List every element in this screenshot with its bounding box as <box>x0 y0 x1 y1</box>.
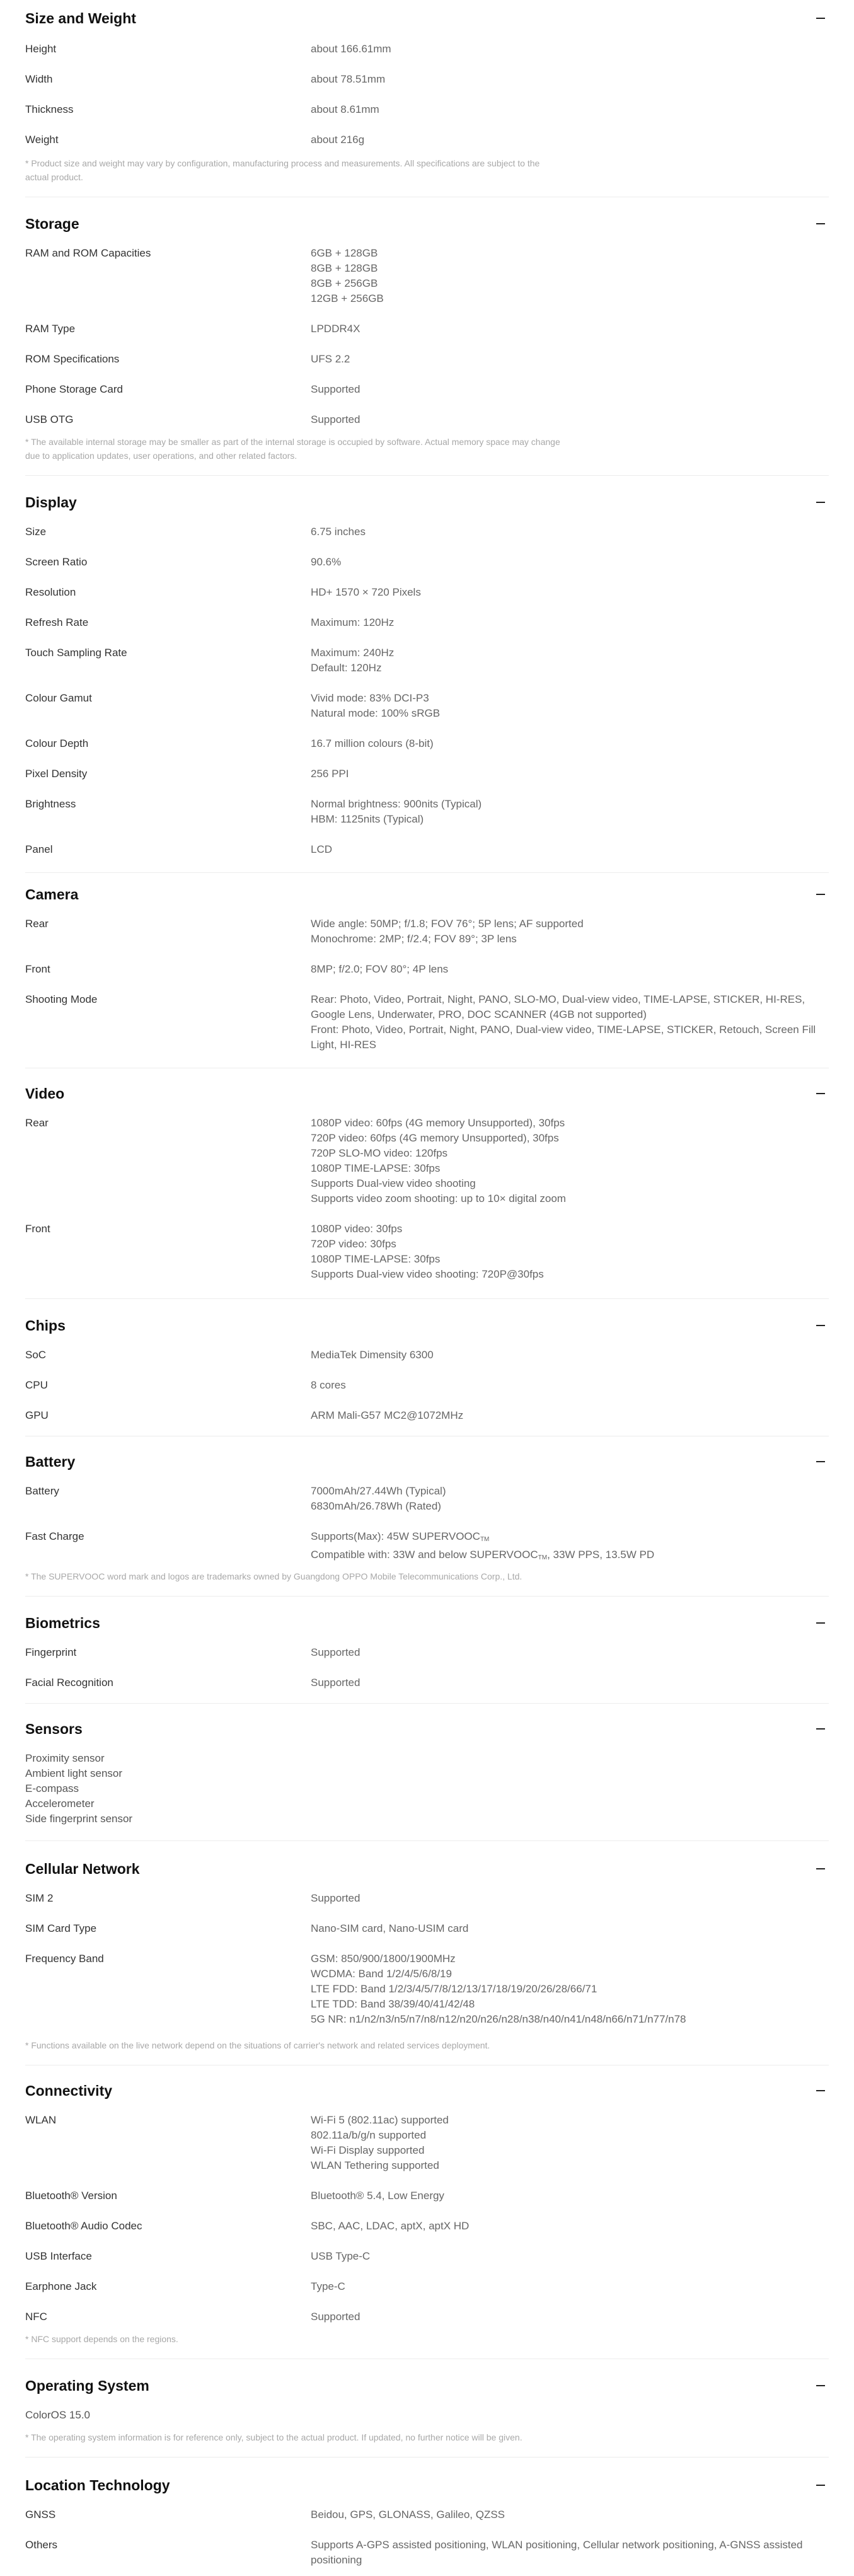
spec-label: USB OTG <box>25 413 74 425</box>
spec-value: MediaTek Dimensity 6300 <box>311 1349 434 1361</box>
spec-label: USB Interface <box>25 2250 92 2262</box>
spec-value: Type-C <box>311 2280 345 2292</box>
divider <box>25 1840 829 1841</box>
spec-label: RAM Type <box>25 323 76 335</box>
spec-value: 8MP; f/2.0; FOV 80°; 4P lens <box>311 963 449 975</box>
spec-label: Resolution <box>25 586 76 598</box>
list-item: Side fingerprint sensor <box>25 1813 133 1825</box>
spec-value: UFS 2.2 <box>311 353 350 365</box>
spec-label: Earphone Jack <box>25 2280 97 2292</box>
spec-value: Bluetooth® 5.4, Low Energy <box>311 2190 444 2202</box>
collapse-icon[interactable] <box>812 1721 829 1737</box>
footnote: * Product size and weight may vary by configuration, manufacturing process and measurements. All specifications are subject to the actual product. <box>25 158 540 182</box>
spec-label: Refresh Rate <box>25 616 89 628</box>
spec-value: SBC, AAC, LDAC, aptX, aptX HD <box>311 2220 470 2232</box>
list-item: E-compass <box>25 1782 79 1794</box>
list-item: Accelerometer <box>25 1798 95 1810</box>
spec-label: Size <box>25 526 47 538</box>
collapse-icon[interactable] <box>812 2082 829 2099</box>
spec-label: Panel <box>25 843 53 855</box>
spec-label: Battery <box>25 1485 59 1497</box>
spec-label: CPU <box>25 1379 48 1391</box>
spec-label: Shooting Mode <box>25 993 98 1005</box>
spec-label: Bluetooth® Version <box>25 2190 117 2202</box>
collapse-icon[interactable] <box>812 1615 829 1631</box>
section-title: Storage <box>25 216 79 232</box>
spec-label: Thickness <box>25 103 74 115</box>
spec-label: Colour Gamut <box>25 692 92 704</box>
spec-value: Supported <box>311 383 361 395</box>
divider <box>25 872 829 873</box>
section-title: Operating System <box>25 2377 149 2394</box>
spec-value: GSM: 850/900/1800/1900MHz WCDMA: Band 1/2/4/5/6/8/19 LTE FDD: Band 1/2/3/4/5/7/8/12/13/17/18/19/20/26/28/66/71 LTE TDD: Band 38/39/40/41/42/48 5G NR: n1/n2/n3/n5/n7/n8/n12/n20/n26/n28/n38/n40/n41/n48/n66/n71/n77/n78 <box>311 1953 686 2025</box>
footnote: * NFC support depends on the regions. <box>25 2334 178 2344</box>
spec-value: Normal brightness: 900nits (Typical) HBM: 1125nits (Typical) <box>311 798 482 825</box>
footnote: * The SUPERVOOC word mark and logos are trademarks owned by Guangdong OPPO Mobile Telecommunications Corp., Ltd. <box>25 1571 522 1581</box>
section-title: Size and Weight <box>25 10 136 26</box>
spec-label: SoC <box>25 1349 47 1361</box>
spec-label: Width <box>25 73 53 85</box>
section-title: Video <box>25 1085 65 1102</box>
spec-value: Nano-SIM card, Nano-USIM card <box>311 1922 469 1934</box>
spec-label: Height <box>25 43 57 55</box>
spec-value: 6.75 inches <box>311 526 366 538</box>
spec-value: about 216g <box>311 134 365 146</box>
spec-value: 6GB + 128GB 8GB + 128GB 8GB + 256GB 12GB + 256GB <box>311 247 384 304</box>
spec-value: 90.6% <box>311 556 342 568</box>
section-title: Location Technology <box>25 2477 170 2493</box>
spec-value: 7000mAh/27.44Wh (Typical) 6830mAh/26.78Wh (Rated) <box>311 1485 446 1512</box>
section-title: Cellular Network <box>25 1861 140 1877</box>
spec-value: Supported <box>311 1677 361 1689</box>
divider <box>25 1298 829 1299</box>
spec-value: 16.7 million colours (8-bit) <box>311 737 434 749</box>
spec-value: LCD <box>311 843 333 855</box>
spec-value: 8 cores <box>311 1379 346 1391</box>
spec-label: NFC <box>25 2311 47 2323</box>
spec-label: GPU <box>25 1409 49 1421</box>
collapse-icon[interactable] <box>812 1861 829 1877</box>
sensor-list <box>25 1751 132 1827</box>
section-title: Camera <box>25 886 79 903</box>
spec-value: Supported <box>311 1646 361 1658</box>
spec-value: Vivid mode: 83% DCI-P3 Natural mode: 100% sRGB <box>311 692 441 719</box>
spec-value: Supported <box>311 2311 361 2323</box>
divider <box>25 2457 829 2458</box>
collapse-icon[interactable] <box>812 2377 829 2394</box>
spec-value: 1080P video: 30fps 720P video: 30fps 1080P TIME-LAPSE: 30fps Supports Dual-view video shooting: 720P@30fps <box>311 1223 544 1280</box>
spec-value: Supports(Max): 45W $SUPERVOOC_{TM}$ Compatible with: 33W and below $SUPERVOOC_{TM}$, 33W PPS, 13.5W PD <box>311 1530 655 1561</box>
spec-label: Rear <box>25 918 49 930</box>
spec-label: Screen Ratio <box>25 556 88 568</box>
spec-label: Colour Depth <box>25 737 89 749</box>
spec-value: about 8.61mm <box>311 103 379 115</box>
collapse-icon[interactable] <box>812 2477 829 2493</box>
spec-label: Rear <box>25 1117 49 1129</box>
spec-label: Pixel Density <box>25 768 88 780</box>
spec-value: ARM Mali-G57 MC2@1072MHz <box>311 1409 464 1421</box>
divider <box>25 475 829 476</box>
spec-value: 1080P video: 60fps (4G memory Unsupported), 30fps 720P video: 60fps (4G memory Unsupported), 30fps 720P SLO-MO video: 120fps 1080P TIME-LAPSE: 30fps Supports Dual-view video shooting Supports video zoom shooting: up to 10× digital zoom <box>311 1117 566 1204</box>
spec-value: LPDDR4X <box>311 323 361 335</box>
spec-label: Front <box>25 963 50 975</box>
spec-value: USB Type-C <box>311 2250 371 2262</box>
collapse-icon[interactable] <box>812 216 829 232</box>
section-title: Display <box>25 494 77 511</box>
spec-label: GNSS <box>25 2509 56 2521</box>
spec-label: Brightness <box>25 798 76 810</box>
spec-value: Supports A-GPS assisted positioning, WLAN positioning, Cellular network positioning, A-GNSS assisted positioning <box>311 2539 803 2566</box>
spec-value: Maximum: 120Hz <box>311 616 395 628</box>
divider <box>25 1703 829 1704</box>
spec-label: Weight <box>25 134 59 146</box>
spec-value: about 78.51mm <box>311 73 386 85</box>
spec-label: Frequency Band <box>25 1953 104 1965</box>
spec-value: about 166.61mm <box>311 43 391 55</box>
spec-value: Maximum: 240Hz Default: 120Hz <box>311 647 395 674</box>
section-title: Connectivity <box>25 2082 113 2099</box>
section-title: Battery <box>25 1453 76 1470</box>
list-item: Ambient light sensor <box>25 1767 123 1779</box>
spec-value: HD+ 1570 × 720 Pixels <box>311 586 421 598</box>
section-title: Chips <box>25 1317 66 1334</box>
spec-label: SIM 2 <box>25 1892 54 1904</box>
spec-value: 256 PPI <box>311 768 349 780</box>
spec-value: Supported <box>311 1892 361 1904</box>
spec-label: Bluetooth® Audio Codec <box>25 2220 142 2232</box>
section-title: Sensors <box>25 1721 83 1737</box>
spec-value: Beidou, GPS, GLONASS, Galileo, QZSS <box>311 2509 505 2521</box>
footnote: * Functions available on the live network depend on the situations of carrier's network and related services deployment. <box>25 2040 490 2050</box>
collapse-icon[interactable] <box>812 1085 829 1102</box>
section-title: Biometrics <box>25 1615 100 1631</box>
divider <box>25 1596 829 1597</box>
collapse-icon[interactable] <box>812 10 829 26</box>
collapse-icon[interactable] <box>812 1317 829 1334</box>
collapse-icon[interactable] <box>812 1453 829 1470</box>
spec-value: Supported <box>311 413 361 425</box>
collapse-icon[interactable] <box>812 494 829 511</box>
spec-label: Facial Recognition <box>25 1677 113 1689</box>
spec-label: WLAN <box>25 2114 57 2126</box>
footnote: * The operating system information is for reference only, subject to the actual product. If updated, no further notice will be given. <box>25 2432 522 2442</box>
collapse-icon[interactable] <box>812 886 829 903</box>
spec-label: Touch Sampling Rate <box>25 647 127 659</box>
spec-label: ROM Specifications <box>25 353 120 365</box>
spec-label: SIM Card Type <box>25 1922 97 1934</box>
spec-label: Fast Charge <box>25 1530 84 1542</box>
spec-label: Fingerprint <box>25 1646 77 1658</box>
spec-label: RAM and ROM Capacities <box>25 247 151 259</box>
os-version: ColorOS 15.0 <box>25 2409 90 2421</box>
spec-value: Wide angle: 50MP; f/1.8; FOV 76°; 5P lens; AF supported Monochrome: 2MP; f/2.4; FOV 89°; 3P lens <box>311 918 584 945</box>
spec-label: Others <box>25 2539 58 2551</box>
spec-value: Rear: Photo, Video, Portrait, Night, PANO, SLO-MO, Dual-view video, TIME-LAPSE, STICKER, HI-RES, Google Lens, Underwater, PRO, DOC SCANNER (4GB not supported) Front: Photo, Video, Portrait, Night, PANO, Dual-view video, TIME-LAPSE, STICKER, Retouch, Screen Fill Light, HI-RES <box>311 993 816 1051</box>
spec-value: Wi-Fi 5 (802.11ac) supported 802.11a/b/g/n supported Wi-Fi Display supported WLAN Tethering supported <box>311 2114 449 2171</box>
list-item: Proximity sensor <box>25 1752 105 1764</box>
footnote: * The available internal storage may be smaller as part of the internal storage is occupied by software. Actual memory space may change due to application updates, user operations, and other related factors. <box>25 437 560 461</box>
spec-label: Phone Storage Card <box>25 383 123 395</box>
spec-label: Front <box>25 1223 50 1235</box>
